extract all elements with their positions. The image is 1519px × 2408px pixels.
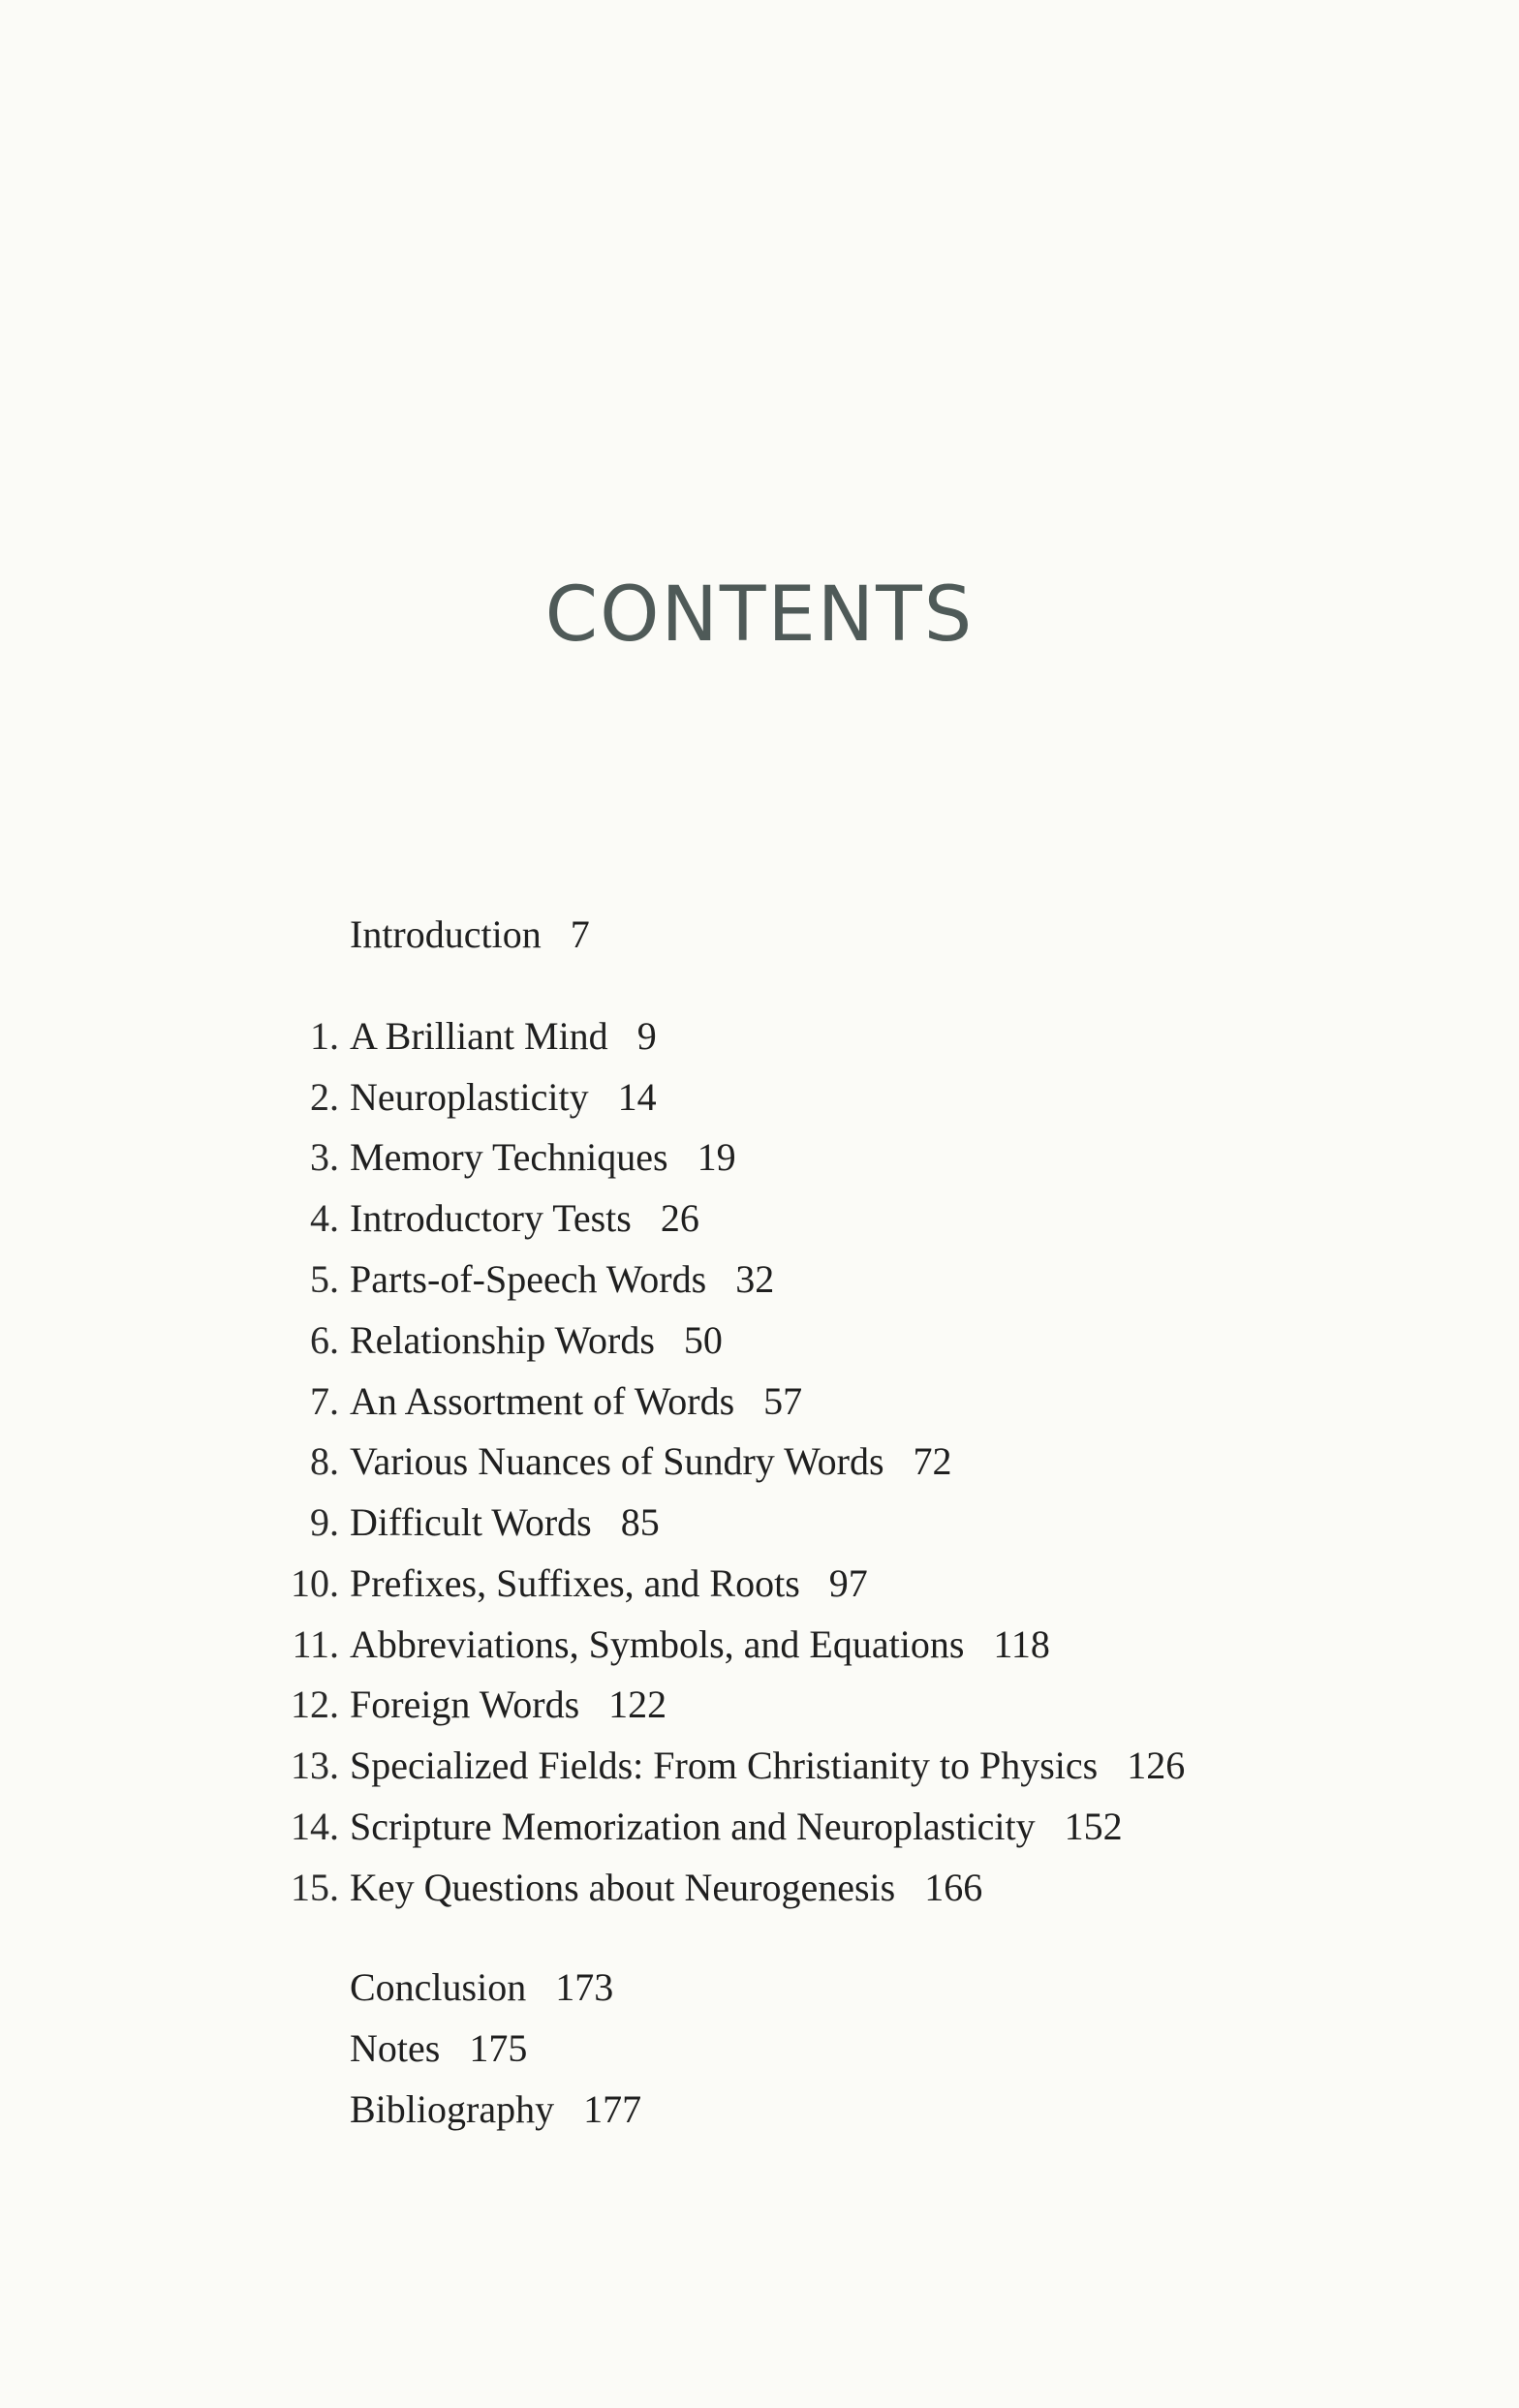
toc-entry-chapter bbox=[0, 1676, 1519, 1734]
entry-page: 7 bbox=[570, 912, 590, 956]
entry-page: 85 bbox=[620, 1500, 660, 1544]
toc-entry-chapter bbox=[0, 1616, 1519, 1674]
entry-page: 118 bbox=[993, 1622, 1050, 1666]
toc-entry-chapter bbox=[0, 1373, 1519, 1431]
toc-entry-conclusion bbox=[0, 1959, 1519, 2017]
toc-entry-chapter bbox=[0, 1494, 1519, 1552]
entry-title: Various Nuances of Sundry Words bbox=[350, 1439, 884, 1483]
toc-entry-introduction bbox=[0, 906, 1519, 964]
toc-entry-notes bbox=[0, 2020, 1519, 2078]
entry-title: Bibliography bbox=[350, 2087, 555, 2131]
entry-title: Abbreviations, Symbols, and Equations bbox=[350, 1622, 965, 1666]
entry-page: 122 bbox=[608, 1683, 667, 1726]
chapter-number: 7. bbox=[310, 1379, 339, 1423]
chapter-number: 3. bbox=[310, 1135, 339, 1179]
entry-title: Prefixes, Suffixes, and Roots bbox=[350, 1561, 800, 1605]
chapter-number: 13. bbox=[291, 1744, 339, 1787]
entry-title: Introductory Tests bbox=[350, 1196, 632, 1240]
entry-title: Neuroplasticity bbox=[350, 1075, 589, 1119]
chapter-number: 2. bbox=[310, 1075, 339, 1119]
toc-entry-chapter bbox=[0, 1007, 1519, 1065]
toc-entry-chapter bbox=[0, 1555, 1519, 1613]
entry-title: Memory Techniques bbox=[350, 1135, 668, 1179]
toc-entry-chapter bbox=[0, 1068, 1519, 1127]
entry-title: Scripture Memorization and Neuroplasticity bbox=[350, 1805, 1036, 1848]
entry-title: Foreign Words bbox=[350, 1683, 580, 1726]
chapter-number: 6. bbox=[310, 1318, 339, 1362]
entry-page: 19 bbox=[697, 1135, 736, 1179]
entry-page: 97 bbox=[828, 1561, 868, 1605]
chapter-number: 10. bbox=[291, 1561, 339, 1605]
chapter-number: 1. bbox=[310, 1014, 339, 1058]
chapter-number: 11. bbox=[292, 1622, 339, 1666]
entry-page: 57 bbox=[763, 1379, 803, 1423]
toc-entry-chapter bbox=[0, 1798, 1519, 1856]
chapter-number: 12. bbox=[291, 1683, 339, 1726]
entry-title: An Assortment of Words bbox=[350, 1379, 735, 1423]
entry-title: A Brilliant Mind bbox=[350, 1014, 608, 1058]
entry-page: 152 bbox=[1064, 1805, 1123, 1848]
chapter-number: 15. bbox=[291, 1866, 339, 1909]
entry-page: 14 bbox=[617, 1075, 657, 1119]
chapter-number: 5. bbox=[310, 1257, 339, 1301]
entry-page: 9 bbox=[636, 1014, 657, 1058]
toc-entry-chapter bbox=[0, 1433, 1519, 1491]
toc-entry-chapter bbox=[0, 1250, 1519, 1309]
entry-page: 32 bbox=[735, 1257, 775, 1301]
toc-entry-chapter bbox=[0, 1859, 1519, 1917]
entry-page: 166 bbox=[924, 1866, 983, 1909]
toc-entry-chapter bbox=[0, 1312, 1519, 1370]
toc-entry-bibliography bbox=[0, 2081, 1519, 2139]
entry-page: 177 bbox=[583, 2087, 642, 2131]
entry-title: Relationship Words bbox=[350, 1318, 655, 1362]
toc-entry-chapter bbox=[0, 1737, 1519, 1795]
entry-title: Conclusion bbox=[350, 1965, 527, 2009]
toc-entry-chapter bbox=[0, 1189, 1519, 1248]
entry-title: Key Questions about Neurogenesis bbox=[350, 1866, 896, 1909]
entry-page: 175 bbox=[469, 2026, 528, 2070]
chapter-number: 9. bbox=[310, 1500, 339, 1544]
entry-title: Notes bbox=[350, 2026, 441, 2070]
entry-page: 126 bbox=[1127, 1744, 1186, 1787]
entry-page: 173 bbox=[555, 1965, 614, 2009]
chapter-number: 14. bbox=[291, 1805, 339, 1848]
entry-title: Specialized Fields: From Christianity to Physics bbox=[350, 1744, 1099, 1787]
chapter-number: 8. bbox=[310, 1439, 339, 1483]
entry-page: 50 bbox=[683, 1318, 723, 1362]
entry-page: 72 bbox=[913, 1439, 952, 1483]
entry-page: 26 bbox=[660, 1196, 699, 1240]
entry-title: Parts-of-Speech Words bbox=[350, 1257, 707, 1301]
chapter-number: 4. bbox=[310, 1196, 339, 1240]
page-title: CONTENTS bbox=[544, 571, 975, 659]
toc-entry-chapter bbox=[0, 1128, 1519, 1187]
entry-title: Introduction bbox=[350, 912, 542, 956]
entry-title: Difficult Words bbox=[350, 1500, 592, 1544]
